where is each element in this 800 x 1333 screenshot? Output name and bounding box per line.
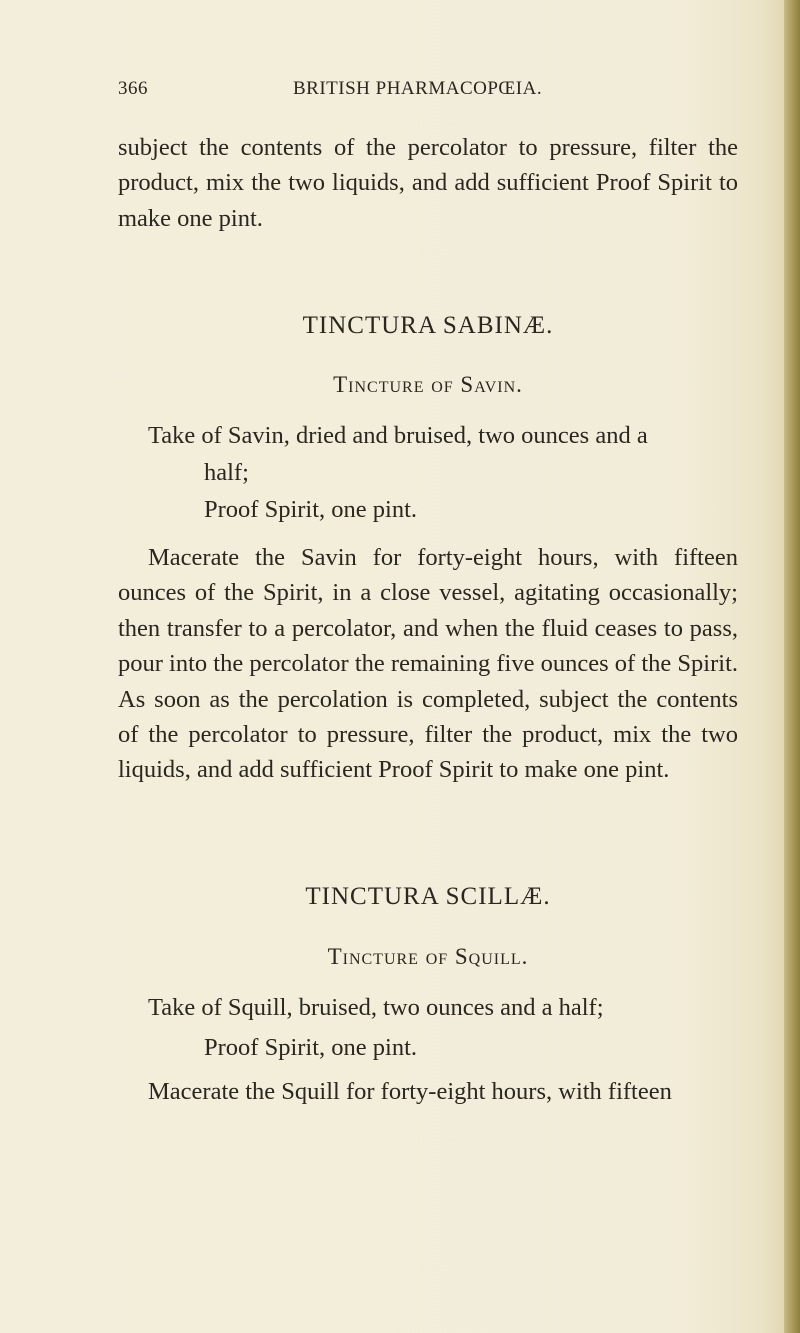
ingredient-line: Take of Squill, bruised, two ounces and a half; <box>148 994 604 1021</box>
page-number: 366 <box>118 78 148 99</box>
ingredient-line: Proof Spirit, one pint. <box>204 1034 418 1061</box>
section-subheading-savin: Tincture of Savin. <box>333 372 523 397</box>
method-paragraph: Macerate the Savin for forty-eight hours, with fifteen ounces of the Spirit, in a close vessel, agitating occasionally; then transfer to a percolator, and when the fluid ceases to pass, pour into the percolator the remaining five ounces of the Spirit. As soon as the percolation is completed, subject the contents of the percolator to pressure, filter the product, mix the two liquids, and add sufficient Proof Spirit to make one pint. <box>118 544 738 784</box>
ingredient-line: Proof Spirit, one pint. <box>204 496 418 523</box>
section-subheading-squill: Tincture of Squill. <box>327 944 529 969</box>
running-title: BRITISH PHARMACOPŒIA. <box>293 78 543 99</box>
continued-paragraph: subject the contents of the percolator to pressure, filter the product, mix the two liquids, and add sufficient Proof Spirit to make one pint. <box>118 134 738 232</box>
section-heading-scillae: TINCTURA SCILLÆ. <box>305 883 551 910</box>
section-heading-sabinae: TINCTURA SABINÆ. <box>302 312 554 339</box>
ingredient-line: Take of Savin, dried and bruised, two ounces and a <box>148 422 648 449</box>
method-paragraph-start: Macerate the Squill for forty-eight hours, with fifteen <box>148 1078 672 1105</box>
page-edge <box>784 0 800 1333</box>
ingredient-line-continued: half; <box>204 459 249 486</box>
